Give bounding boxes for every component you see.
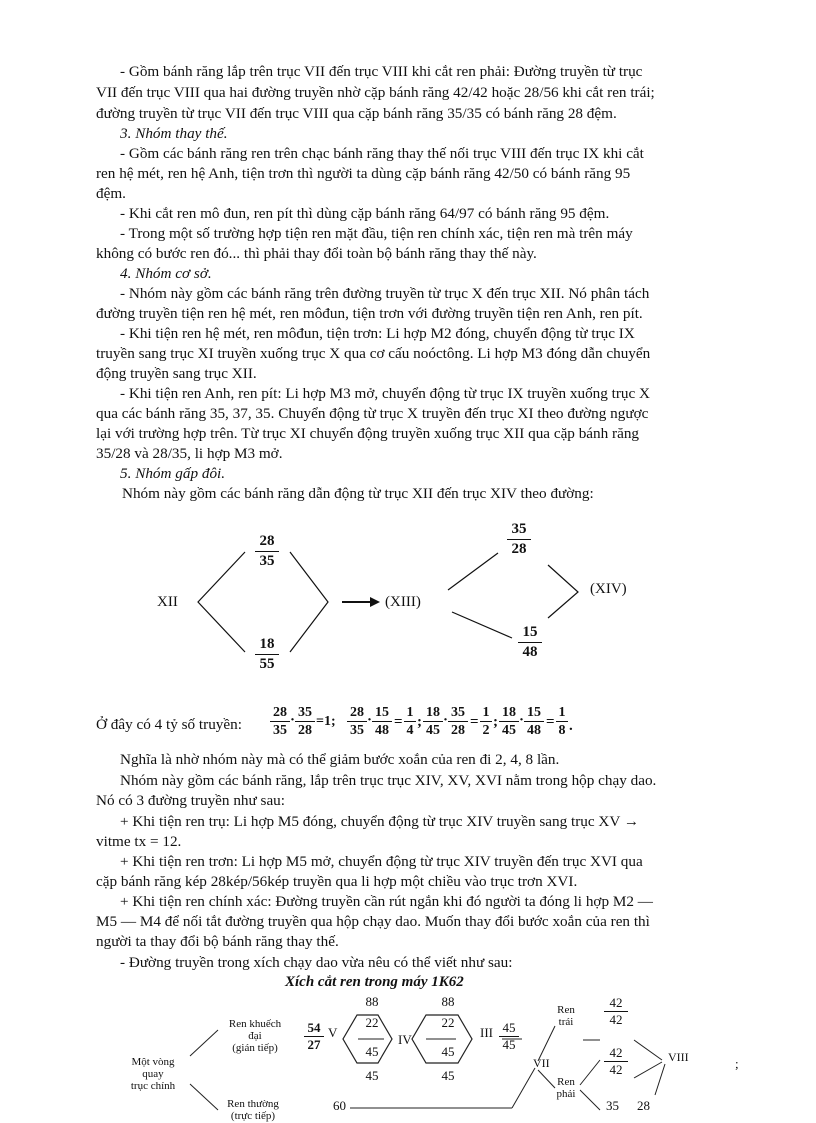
paragraph-line: người ta thay đổi bộ bánh răng thay thế. [96, 933, 339, 950]
paragraph-line: Nhóm này gồm các bánh răng, lắp trên trục trục XIV, XV, XVI nằm trong hộp chạy dao. [120, 772, 657, 789]
chain-tail: ; [735, 1056, 739, 1071]
gear-60: 60 [333, 1098, 346, 1113]
ren-trai-label: Ren trái [557, 1004, 575, 1028]
paragraph-line: - Nhóm này gồm các bánh răng trên đường truyền từ trục X đến trục XII. Nó phân tách [120, 285, 650, 302]
r1-b: 35 28 [295, 705, 315, 738]
r4-a: 18 45 [499, 705, 519, 738]
paragraph-line: đường truyền tiện ren hệ mét, ren môđun, tiện trơn với đường truyền tiện ren Anh, ren pít. [96, 305, 643, 322]
gear-35: 35 [606, 1098, 619, 1113]
g2-upper: 22 [441, 1015, 455, 1030]
r1-result: =1; [316, 714, 336, 729]
shaft-iv-label: IV [398, 1032, 412, 1047]
numerator: 15 [522, 624, 538, 640]
paragraph-line: - Khi cắt ren mô đun, ren pít thì dùng cặp bánh răng 64/97 có bánh răng 95 đệm. [120, 205, 610, 222]
ratio-54-27: 54 27 [304, 1021, 324, 1052]
paragraph-line: ren hệ mét, ren hệ Anh, tiện trơn thì người ta dùng cặp bánh răng 42/50 có bánh răng 95 [96, 165, 631, 182]
paragraph-line: qua các bánh răng 35, 37, 35. Chuyển động từ trục X truyền đến trục XI theo đường ngược [96, 405, 649, 422]
r3-a: 18 45 [423, 705, 443, 738]
ratios-intro: Ở đây có 4 tỷ số truyền: [96, 716, 242, 733]
paragraph-line: + Khi tiện ren trơn: Li hợp M5 mở, chuyển động từ trục XIV truyền đến trục XVI qua [120, 853, 643, 870]
ratio-42-42-b: 42 42 [604, 1046, 628, 1077]
paragraph-line: - Khi tiện ren Anh, ren pít: Li hợp M3 mở, chuyển động từ trục IX truyền xuống trục X [120, 385, 651, 402]
shaft-vii-label: VII [533, 1056, 550, 1070]
paragraph-line: không có bước ren đó... thì phải thay đổi toàn bộ bánh răng thay thế này. [96, 245, 537, 262]
start-label: Một vòng quay trục chính [130, 1056, 176, 1092]
r4-eq: = [546, 714, 555, 730]
paragraph-line: động truyền sang trục XII. [96, 365, 257, 382]
dot: · [443, 712, 449, 728]
upper-branch-label: Ren khuếch đại (gián tiếp) [228, 1018, 282, 1054]
paragraph-line: đệm. [96, 185, 126, 202]
paragraph-line: + Khi tiện ren trụ: Li hợp M5 đóng, chuyển động từ trục XIV truyền sang trục XV → [120, 813, 640, 830]
end-period: . [569, 718, 573, 734]
lower-branch-label: Ren thường (trực tiếp) [227, 1098, 279, 1122]
r2-result: 1 4 [404, 705, 416, 738]
paragraph-line: - Khi tiện ren hệ mét, ren môđun, tiện trơn: Li hợp M2 đóng, chuyển động từ trục IX [120, 325, 635, 342]
r1-a: 28 35 [270, 705, 290, 738]
r4-result: 1 8 [556, 705, 568, 738]
paragraph-line: cặp bánh răng kép 28kép/56kép truyền qua li hợp một chiều vào trục trơn XVI. [96, 873, 578, 890]
r2-b: 15 48 [372, 705, 392, 738]
r2-eq: = [394, 714, 403, 730]
numerator: 18 [259, 636, 275, 652]
shaft-xiii-label: (XIII) [385, 594, 421, 610]
section-heading: 5. Nhóm gấp đôi. [120, 465, 226, 482]
paragraph-line: - Trong một số trường hợp tiện ren mặt đầu, tiện ren chính xác, tiện ren mà trên máy [120, 225, 633, 242]
chain-title: Xích cắt ren trong máy 1K62 [285, 974, 464, 990]
denominator: 48 [522, 644, 538, 660]
shaft-v-label: V [328, 1025, 338, 1040]
shaft-xii-label: XII [157, 594, 178, 610]
paragraph-line: + Khi tiện ren chính xác: Đường truyền cần rút ngắn khi đó người ta đóng li hợp M2 — [120, 893, 653, 910]
g2-top: 88 [441, 994, 455, 1009]
shaft-viii-label: VIII [668, 1050, 689, 1064]
paragraph-line: Nghĩa là nhờ nhóm này mà có thể giảm bước xoắn của ren đi 2, 4, 8 lần. [120, 751, 560, 768]
dot: · [367, 712, 373, 728]
ratio-45-45: 45 45 [499, 1021, 519, 1052]
sep: ; [493, 714, 498, 730]
paragraph-line: - Đường truyền trong xích chạy dao vừa nêu có thể viết như sau: [120, 954, 513, 971]
section-heading: 3. Nhóm thay thế. [120, 125, 228, 142]
g2-bottom: 45 [441, 1068, 455, 1083]
dot: · [290, 712, 296, 728]
ratio-42-42-a: 42 42 [604, 996, 628, 1027]
g1-lower: 45 [365, 1044, 379, 1059]
g1-bottom: 45 [365, 1068, 379, 1083]
r4-b: 15 48 [524, 705, 544, 738]
paragraph-line: đường truyền từ trục VII đến trục VIII qua cặp bánh răng 35/35 có bánh răng 28 đệm. [96, 105, 617, 122]
paragraph-line: 35/28 và 28/35, li hợp M3 mở. [96, 445, 283, 462]
numerator: 35 [511, 521, 527, 537]
paragraph-line: - Gồm các bánh răng ren trên chạc bánh răng thay thế nối trục VIII đến trục IX khi cắt [120, 145, 644, 162]
paragraph-line: - Gồm bánh răng lắp trên trục VII đến trục VIII khi cắt ren phải: Đường truyền từ trục [120, 63, 643, 80]
shaft-iii-label: III [480, 1025, 493, 1040]
numerator: 28 [259, 533, 275, 549]
r3-result: 1 2 [480, 705, 492, 738]
denominator: 55 [259, 656, 275, 672]
r2-a: 28 35 [347, 705, 367, 738]
paragraph-line: vitme tx = 12. [96, 833, 182, 850]
paragraph-line: Nó có 3 đường truyền như sau: [96, 792, 285, 809]
paragraph-line: M5 — M4 để nối tắt đường truyền qua hộp chạy dao. Muốn thay đổi bước xoắn của ren thì [96, 913, 650, 930]
paragraph-line: VII đến trục VIII qua hai đường truyền nhờ cặp bánh răng 42/42 hoặc 28/56 khi cắt ren trái; [96, 84, 655, 101]
g2-lower: 45 [441, 1044, 455, 1059]
gear-28: 28 [637, 1098, 650, 1113]
g1-upper: 22 [365, 1015, 379, 1030]
r3-b: 35 28 [448, 705, 468, 738]
shaft-xiv-label: (XIV) [590, 581, 627, 597]
paragraph-line: truyền sang trục XI truyền xuống trục X qua cơ cấu noóctông. Li hợp M3 đóng dẫn chuyển [96, 345, 651, 362]
section-heading: 4. Nhóm cơ sở. [120, 265, 212, 282]
r3-eq: = [470, 714, 479, 730]
paragraph-line: lại với trường hợp trên. Từ trục XI chuyển động truyền xuống trục XII qua cặp bánh răng [96, 425, 640, 442]
sep: ; [417, 714, 422, 730]
denominator: 35 [259, 553, 275, 569]
dot: · [519, 712, 525, 728]
denominator: 28 [511, 541, 527, 557]
g1-top: 88 [365, 994, 379, 1009]
paragraph-line: Nhóm này gồm các bánh răng dẫn động từ trục XII đến trục XIV theo đường: [122, 485, 594, 502]
ren-phai-label: Ren phải [556, 1076, 576, 1100]
